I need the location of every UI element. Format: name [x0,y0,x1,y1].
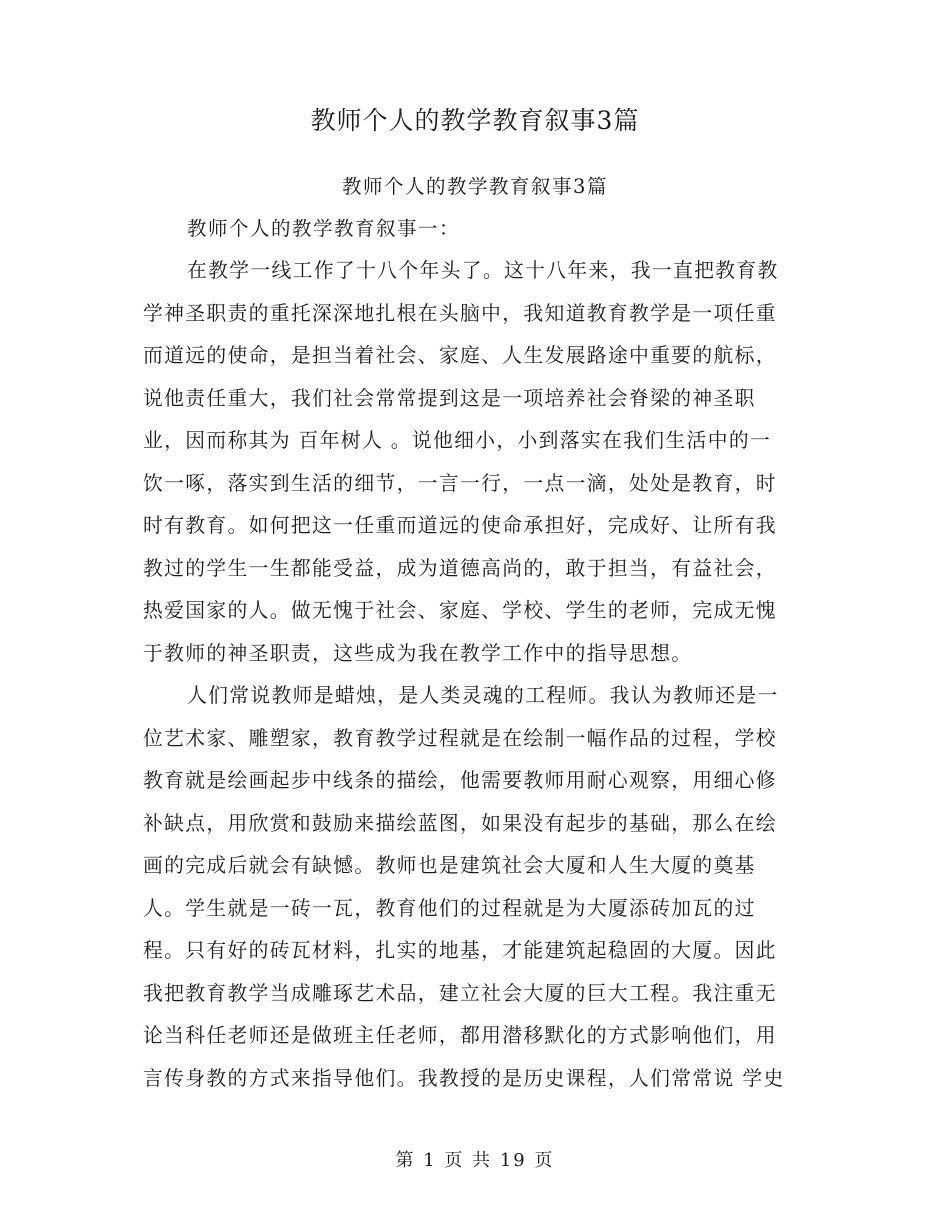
document-subtitle: 教师个人的教学教育叙事3篇 [342,175,608,198]
paragraph-line: 画的完成后就会有缺憾。教师也是建筑社会大厦和人生大厦的奠基 [143,854,756,877]
paragraph-line: 学神圣职责的重托深深地扎根在头脑中，我知道教育教学是一项任重 [143,301,777,325]
paragraph-line: 业，因而称其为 百年树人 。说他细小，小到落实在我们生活中的一 [143,429,772,452]
paragraph-line: 而道远的使命，是担当着社会、家庭、人生发展路途中重要的航标， [143,344,777,367]
section-heading: 教师个人的教学教育叙事一： [187,217,461,240]
paragraph-line: 补缺点，用欣赏和鼓励来描绘蓝图，如果没有起步的基础，那么在绘 [143,811,777,835]
paragraph-line: 于教师的神圣职责，这些成为我在教学工作中的指导思想。 [143,641,693,665]
paragraph-line: 教过的学生一生都能受益，成为道德高尚的，敢于担当，有益社会， [143,556,777,580]
paragraph-line: 言传身教的方式来指导他们。我教授的是历史课程，人们常常说 学史 [143,1066,785,1090]
document-title: 教师个人的教学教育叙事3篇 [310,106,640,135]
paragraph-line: 时有教育。如何把这一任重而道远的使命承担好，完成好、让所有我 [143,514,777,537]
page-number-footer: 第 1 页 共 19 页 [395,1150,555,1171]
paragraph-line: 热爱国家的人。做无愧于社会、家庭、学校、学生的老师，完成无愧 [143,599,777,622]
paragraph-line: 位艺术家、雕塑家，教育教学过程就是在绘制一幅作品的过程，学校 [143,726,777,750]
body-text [143,256,803,1106]
paragraph-line: 说他责任重大，我们社会常常提到这是一项培养社会脊梁的神圣职 [143,386,756,410]
paragraph-line: 在教学一线工作了十八个年头了。这十八年来，我一直把教育教 [187,259,779,282]
paragraph-line: 教育就是绘画起步中线条的描绘，他需要教师用耐心观察，用细心修 [143,769,777,792]
paragraph-line: 人们常说教师是蜡烛，是人类灵魂的工程师。我认为教师还是一 [187,684,779,707]
paragraph-line: 饮一啄，落实到生活的细节，一言一行，一点一滴，处处是教育，时 [143,471,777,495]
paragraph-line: 人。学生就是一砖一瓦，教育他们的过程就是为大厦添砖加瓦的过 [143,896,756,920]
paragraph-line: 程。只有好的砖瓦材料，扎实的地基，才能建筑起稳固的大厦。因此 [143,939,777,962]
paragraph-line: 论当科任老师还是做班主任老师，都用潜移默化的方式影响他们，用 [143,1024,777,1047]
paragraph-line: 我把教育教学当成雕琢艺术品，建立社会大厦的巨大工程。我注重无 [143,981,777,1005]
